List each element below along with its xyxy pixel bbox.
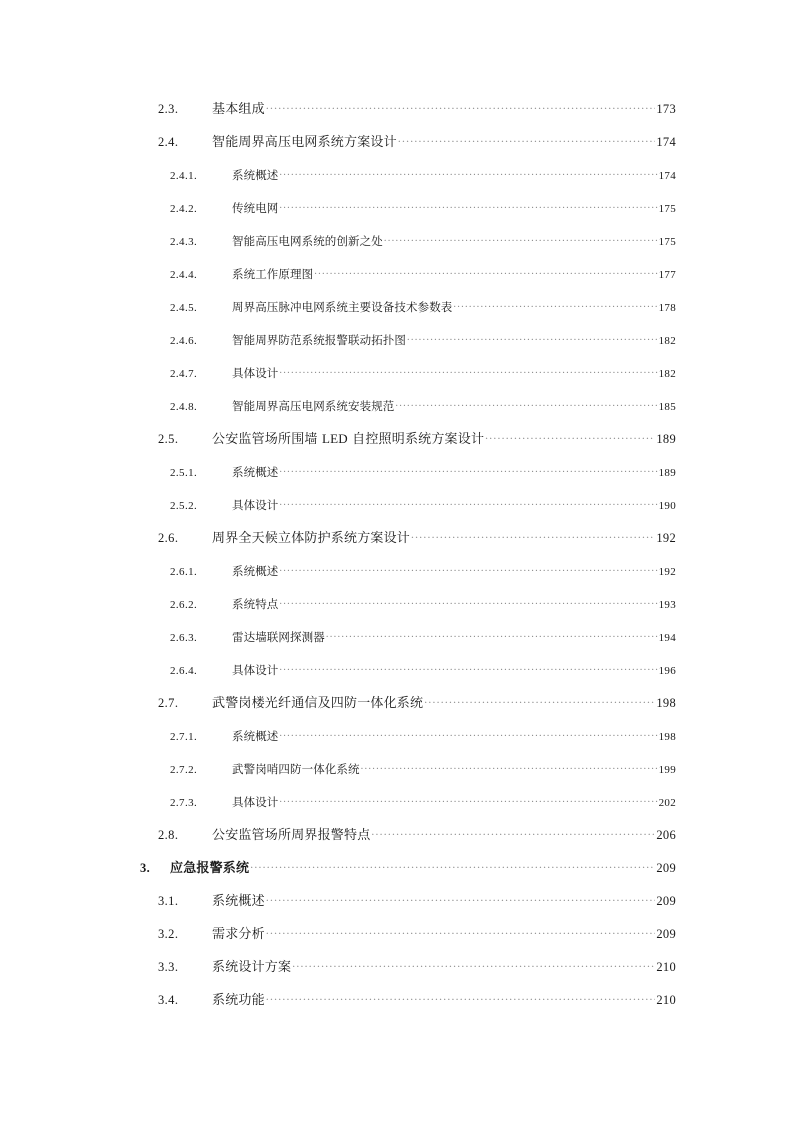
toc-entry-page-number: 182 xyxy=(658,335,676,347)
toc-entry-page-number: 178 xyxy=(658,302,676,314)
toc-entry[interactable] xyxy=(170,163,676,196)
toc-entry-number: 3.3. xyxy=(158,960,179,974)
toc-entry[interactable] xyxy=(170,328,676,361)
toc-entry-number: 2.7. xyxy=(158,696,179,710)
toc-entry[interactable] xyxy=(170,229,676,262)
toc-dot-leader xyxy=(266,988,656,1004)
toc-entry-page-number: 199 xyxy=(658,764,676,776)
toc-entry-title: 具体设计 xyxy=(232,366,279,380)
toc-dot-leader xyxy=(266,97,656,113)
toc-dot-leader xyxy=(279,163,657,179)
toc-entry-title: 传统电网 xyxy=(232,201,279,215)
toc-entry-number: 2.5.1. xyxy=(170,467,198,479)
toc-entry-page-number: 177 xyxy=(658,269,676,281)
toc-entry-title: 系统特点 xyxy=(232,597,279,611)
toc-entry[interactable] xyxy=(170,625,676,658)
toc-dot-leader xyxy=(407,328,658,344)
toc-entry-number: 2.4.1. xyxy=(170,170,198,182)
toc-dot-leader xyxy=(485,427,655,443)
toc-entry-title: 系统设计方案 xyxy=(212,960,292,975)
toc-entry-number: 2.4.5. xyxy=(170,302,198,314)
toc-entry-title: 系统概述 xyxy=(232,168,279,182)
toc-entry-title: 具体设计 xyxy=(232,498,279,512)
toc-entry-page-number: 194 xyxy=(658,632,676,644)
toc-entry[interactable] xyxy=(170,559,676,592)
toc-entry[interactable] xyxy=(170,493,676,526)
toc-entry-number: 2.4.7. xyxy=(170,368,198,380)
toc-dot-leader xyxy=(279,559,657,575)
toc-entry-number: 2.4.2. xyxy=(170,203,198,215)
toc-dot-leader xyxy=(398,130,656,146)
toc-dot-leader xyxy=(326,625,658,641)
toc-entry[interactable] xyxy=(158,691,676,724)
toc-entry[interactable] xyxy=(170,262,676,295)
toc-entry-title: 雷达墙联网探测器 xyxy=(232,630,325,644)
toc-entry[interactable] xyxy=(158,427,676,460)
toc-dot-leader xyxy=(279,658,657,674)
toc-entry-number: 2.4.6. xyxy=(170,335,198,347)
toc-entry-number: 2.5. xyxy=(158,432,179,446)
toc-entry[interactable] xyxy=(170,394,676,427)
toc-dot-leader xyxy=(279,196,657,212)
toc-entry[interactable] xyxy=(170,757,676,790)
toc-dot-leader xyxy=(279,724,657,740)
toc-entry[interactable] xyxy=(170,658,676,691)
toc-entry-number: 3.4. xyxy=(158,993,179,1007)
toc-entry-title: 智能高压电网系统的创新之处 xyxy=(232,234,383,248)
toc-dot-leader xyxy=(395,394,657,410)
toc-entry-number: 2.5.2. xyxy=(170,500,198,512)
toc-entry-page-number: 174 xyxy=(658,170,676,182)
toc-entry-title: 系统功能 xyxy=(212,993,265,1008)
toc-entry-page-number: 206 xyxy=(656,828,676,842)
toc-entry[interactable] xyxy=(140,856,676,889)
toc-entry-page-number: 182 xyxy=(658,368,676,380)
toc-entry-number: 2.6.3. xyxy=(170,632,198,644)
toc-entry-page-number: 174 xyxy=(656,135,676,149)
toc-entry-title: 武警岗楼光纤通信及四防一体化系统 xyxy=(212,696,424,711)
toc-entry[interactable] xyxy=(170,724,676,757)
toc-entry-title: 基本组成 xyxy=(212,102,265,117)
toc-entry-title: 智能周界高压电网系统方案设计 xyxy=(212,135,397,150)
toc-dot-leader xyxy=(266,922,656,938)
toc-entry-page-number: 202 xyxy=(658,797,676,809)
toc-entry-number: 2.8. xyxy=(158,828,179,842)
toc-entry-page-number: 198 xyxy=(656,696,676,710)
toc-entry-page-number: 210 xyxy=(656,960,676,974)
toc-entry-title: 智能周界防范系统报警联动拓扑图 xyxy=(232,333,406,347)
toc-entry[interactable] xyxy=(158,955,676,988)
toc-entry-page-number: 209 xyxy=(656,861,676,875)
toc-entry-page-number: 192 xyxy=(658,566,676,578)
toc-entry-page-number: 175 xyxy=(658,203,676,215)
toc-entry[interactable] xyxy=(170,295,676,328)
toc-entry-title: 系统概述 xyxy=(232,465,279,479)
toc-entry[interactable] xyxy=(158,526,676,559)
toc-entry-title: 智能周界高压电网系统安装规范 xyxy=(232,399,395,413)
toc-entry-number: 2.4.3. xyxy=(170,236,198,248)
toc-entry-page-number: 209 xyxy=(656,927,676,941)
toc-entry[interactable] xyxy=(158,97,676,130)
toc-entry[interactable] xyxy=(158,130,676,163)
toc-entry-number: 2.6.1. xyxy=(170,566,198,578)
toc-entry-page-number: 173 xyxy=(656,102,676,116)
toc-dot-leader xyxy=(361,757,658,773)
toc-entry-number: 2.4.8. xyxy=(170,401,198,413)
toc-entry-title: 公安监管场所围墙 LED 自控照明系统方案设计 xyxy=(212,431,485,447)
toc-entry-title: 系统概述 xyxy=(232,729,279,743)
toc-entry-page-number: 193 xyxy=(658,599,676,611)
latin-run: LED xyxy=(321,431,348,446)
toc-dot-leader xyxy=(314,262,657,278)
toc-entry[interactable] xyxy=(158,988,676,1021)
toc-entry-number: 3.2. xyxy=(158,927,179,941)
toc-entry-page-number: 196 xyxy=(658,665,676,677)
toc-entry-number: 2.6. xyxy=(158,531,179,545)
toc-entry-page-number: 198 xyxy=(658,731,676,743)
toc-entry-number: 2.4.4. xyxy=(170,269,198,281)
toc-dot-leader xyxy=(453,295,657,311)
toc-dot-leader xyxy=(411,526,655,542)
toc-entry-number: 2.6.2. xyxy=(170,599,198,611)
toc-entry-title: 周界全天候立体防护系统方案设计 xyxy=(212,531,411,546)
toc-entry-title: 公安监管场所周界报警特点 xyxy=(212,828,371,843)
toc-entry-number: 2.4. xyxy=(158,135,179,149)
toc-entry[interactable] xyxy=(170,790,676,823)
toc-entry-page-number: 192 xyxy=(656,531,676,545)
toc-entry-title: 系统工作原理图 xyxy=(232,267,314,281)
toc-entry-title: 系统概述 xyxy=(212,894,265,909)
toc-entry-title: 系统概述 xyxy=(232,564,279,578)
toc-dot-leader xyxy=(279,361,657,377)
toc-entry-page-number: 185 xyxy=(658,401,676,413)
table-of-contents xyxy=(140,97,676,1021)
toc-dot-leader xyxy=(279,592,657,608)
toc-dot-leader xyxy=(250,856,655,872)
toc-entry-number: 2.7.2. xyxy=(170,764,198,776)
toc-dot-leader xyxy=(266,889,656,905)
toc-entry-number: 3.1. xyxy=(158,894,179,908)
toc-entry-title: 需求分析 xyxy=(212,927,265,942)
toc-entry-page-number: 189 xyxy=(658,467,676,479)
toc-entry-page-number: 175 xyxy=(658,236,676,248)
toc-entry-number: 2.3. xyxy=(158,102,179,116)
toc-entry-title: 周界高压脉冲电网系统主要设备技术参数表 xyxy=(232,300,453,314)
toc-entry-page-number: 189 xyxy=(656,432,676,446)
toc-entry[interactable] xyxy=(170,460,676,493)
toc-entry[interactable] xyxy=(158,823,676,856)
toc-dot-leader xyxy=(279,493,657,509)
toc-entry-page-number: 209 xyxy=(656,894,676,908)
toc-dot-leader xyxy=(279,790,657,806)
toc-entry-number: 2.7.3. xyxy=(170,797,198,809)
toc-entry[interactable] xyxy=(158,889,676,922)
toc-entry-title: 具体设计 xyxy=(232,663,279,677)
toc-entry-number: 2.7.1. xyxy=(170,731,198,743)
toc-entry-number: 2.6.4. xyxy=(170,665,198,677)
toc-dot-leader xyxy=(371,823,655,839)
toc-dot-leader xyxy=(384,229,658,245)
toc-dot-leader xyxy=(292,955,655,971)
toc-entry[interactable] xyxy=(170,592,676,625)
toc-entry[interactable] xyxy=(158,922,676,955)
toc-entry-page-number: 210 xyxy=(656,993,676,1007)
toc-dot-leader xyxy=(279,460,657,476)
toc-entry-number: 3. xyxy=(140,861,151,875)
toc-entry-title: 应急报警系统 xyxy=(170,861,250,876)
toc-dot-leader xyxy=(424,691,655,707)
toc-entry-title: 具体设计 xyxy=(232,795,279,809)
toc-entry[interactable] xyxy=(170,196,676,229)
toc-entry[interactable] xyxy=(170,361,676,394)
toc-entry-page-number: 190 xyxy=(658,500,676,512)
toc-entry-title: 武警岗哨四防一体化系统 xyxy=(232,762,360,776)
